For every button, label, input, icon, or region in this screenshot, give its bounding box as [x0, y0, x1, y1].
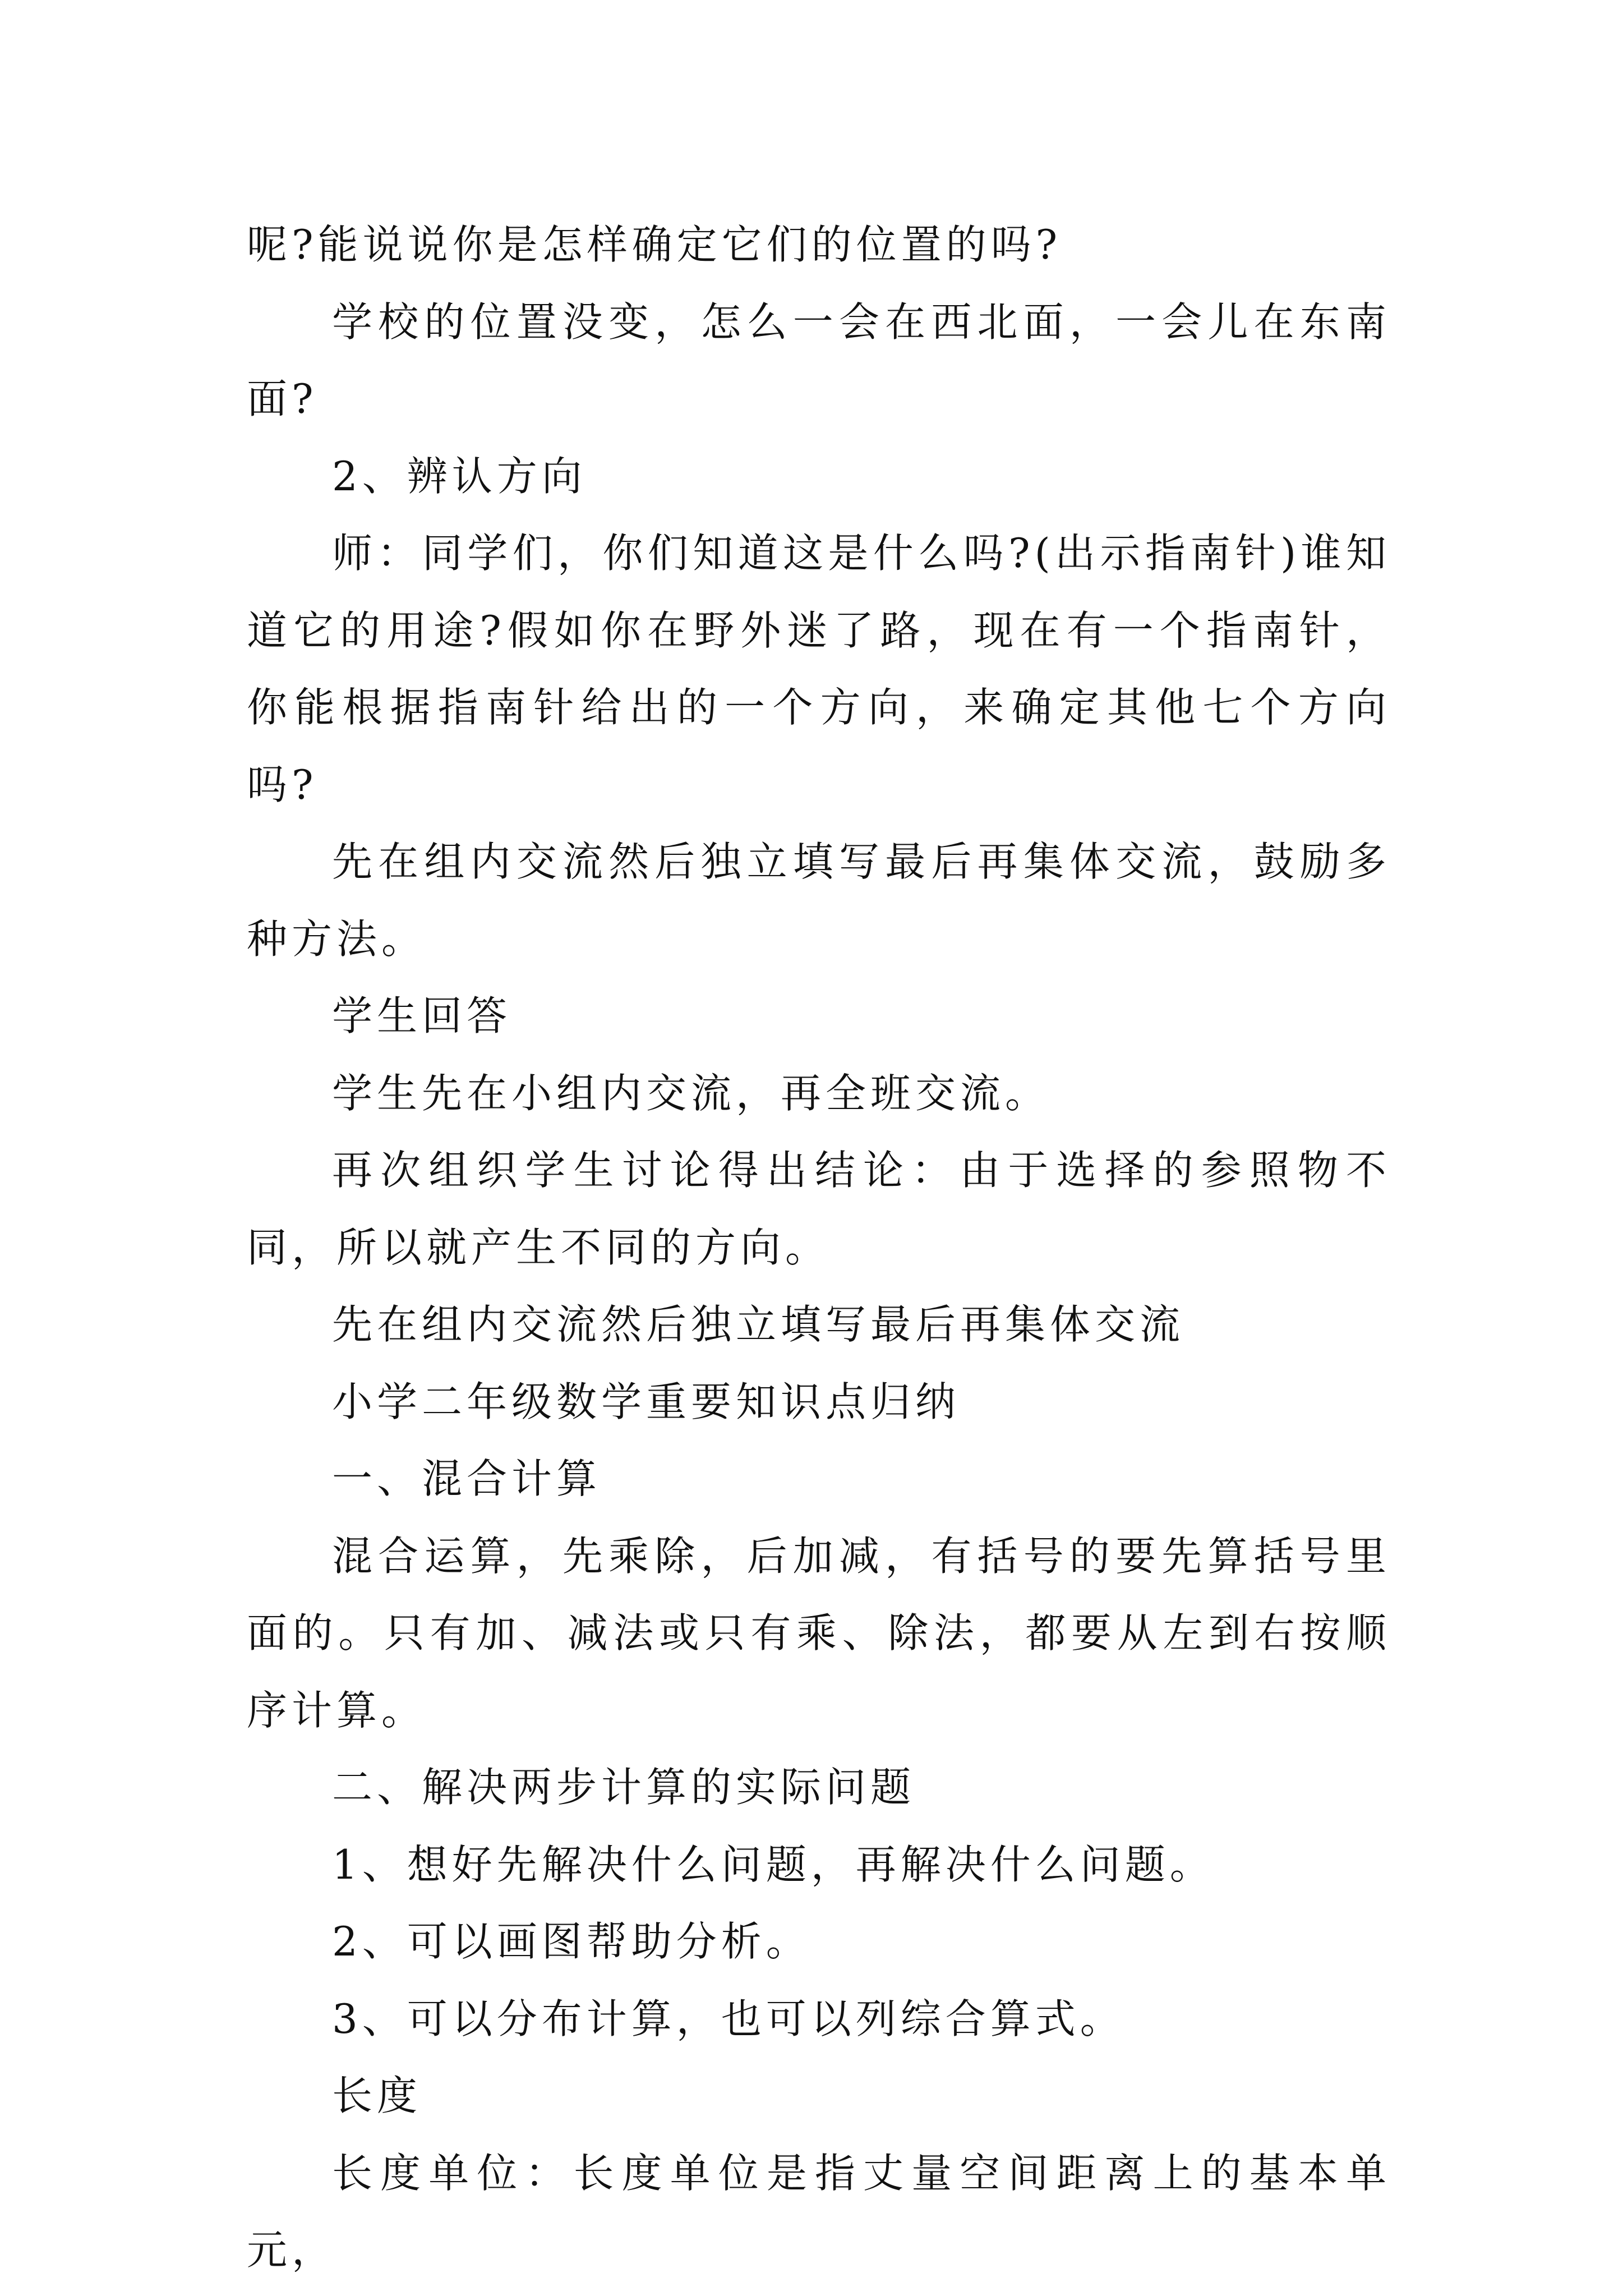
paragraph: 师：同学们，你们知道这是什么吗?(出示指南针)谁知道它的用途?假如你在野外迷了路，现在有一个指南针，你能根据指南针给出的一个方向，来确定其他七个方向吗? [247, 530, 1391, 808]
paragraph: 长度单位：长度单位是指丈量空间距离上的基本单元， [247, 2149, 1391, 2274]
section-heading: 小学二年级数学重要知识点归纳 [332, 1378, 961, 1425]
list-item: 3、可以分布计算，也可以列综合算式。 [332, 1995, 1125, 2042]
paragraph: 先在组内交流然后独立填写最后再集体交流，鼓励多种方法。 [247, 838, 1391, 963]
list-item: 1、想好先解决什么问题，再解决什么问题。 [332, 1841, 1215, 1888]
paragraph: 呢?能说说你是怎样确定它们的位置的吗? [247, 221, 1062, 268]
paragraph: 先在组内交流然后独立填写最后再集体交流 [332, 1301, 1185, 1348]
paragraph: 再次组织学生讨论得出结论：由于选择的参照物不同，所以就产生不同的方向。 [247, 1147, 1391, 1271]
section-heading: 长度 [332, 2072, 422, 2119]
paragraph: 学校的位置没变，怎么一会在西北面，一会儿在东南面? [247, 298, 1391, 422]
document-body [247, 206, 1391, 2289]
paragraph: 混合运算，先乘除，后加减，有括号的要先算括号里面的。只有加、减法或只有乘、除法，都要从左到右按顺序计算。 [247, 1532, 1391, 1734]
paragraph: 学生回答 [332, 992, 512, 1039]
section-heading: 2、辨认方向 [332, 452, 587, 500]
section-heading: 一、混合计算 [332, 1455, 602, 1502]
section-heading: 二、解决两步计算的实际问题 [332, 1764, 916, 1811]
paragraph: 学生先在小组内交流，再全班交流。 [332, 1069, 1050, 1117]
list-item: 2、可以画图帮助分析。 [332, 1918, 811, 1965]
